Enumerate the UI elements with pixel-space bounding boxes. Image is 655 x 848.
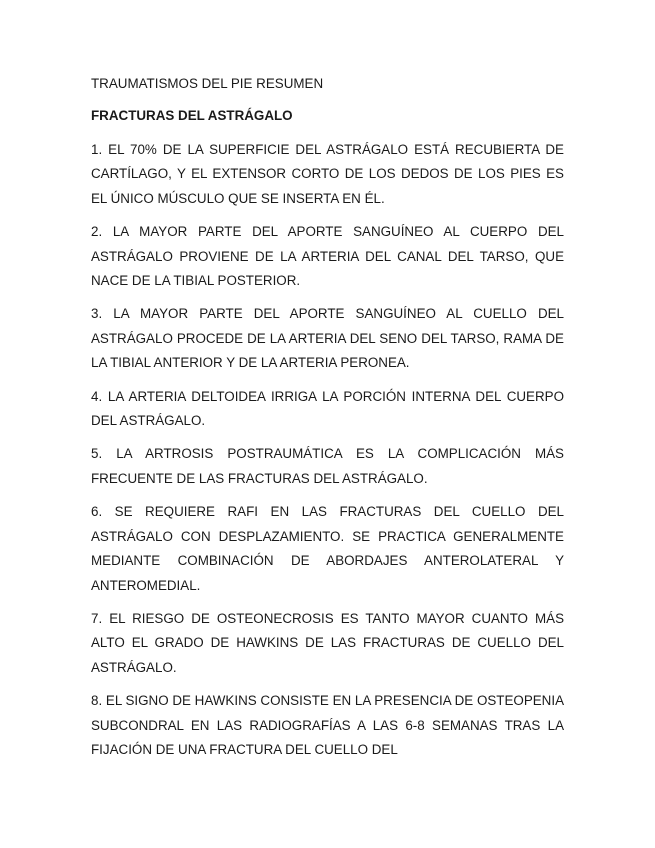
list-item-3: 3. LA MAYOR PARTE DEL APORTE SANGUÍNEO AL CUELLO DEL ASTRÁGALO PROCEDE DE LA ARTERIA DEL SENO DEL TARSO, RAMA DE LA TIBIAL ANTERIOR Y DE LA ARTERIA PERONEA. — [91, 306, 564, 371]
list-item-2: 2. LA MAYOR PARTE DEL APORTE SANGUÍNEO AL CUERPO DEL ASTRÁGALO PROVIENE DE LA ARTERIA DEL CANAL DEL TARSO, QUE NACE DE LA TIBIAL POSTERIOR. — [91, 224, 564, 289]
list-item-1: 1. EL 70% DE LA SUPERFICIE DEL ASTRÁGALO ESTÁ RECUBIERTA DE CARTÍLAGO, Y EL EXTENSOR CORTO DE LOS DEDOS DE LOS PIES ES EL ÚNICO MÚSCULO QUE SE INSERTA EN ÉL. — [91, 142, 564, 206]
section-heading: FRACTURAS DEL ASTRÁGALO — [91, 108, 293, 123]
list-item-4: 4. LA ARTERIA DELTOIDEA IRRIGA LA PORCIÓN INTERNA DEL CUERPO DEL ASTRÁGALO. — [91, 388, 564, 429]
list-item-5: 5. LA ARTROSIS POSTRAUMÁTICA ES LA COMPLICACIÓN MÁS FRECUENTE DE LAS FRACTURAS DEL ASTRÁGALO. — [91, 446, 564, 486]
document-page — [91, 74, 564, 762]
document-title: TRAUMATISMOS DEL PIE RESUMEN — [91, 76, 324, 91]
list-item-8: 8. EL SIGNO DE HAWKINS CONSISTE EN LA PRESENCIA DE OSTEOPENIA SUBCONDRAL EN LAS RADIOGRAFÍAS A LAS 6-8 SEMANAS TRAS LA FIJACIÓN DE UNA FRACTURA DEL CUELLO DEL — [91, 693, 564, 757]
list-item-6: 6. SE REQUIERE RAFI EN LAS FRACTURAS DEL CUELLO DEL ASTRÁGALO CON DESPLAZAMIENTO. SE PRACTICA GENERALMENTE MEDIANTE COMBINACIÓN DE ABORDAJES ANTEROLATERAL Y ANTEROMEDIAL. — [91, 504, 564, 593]
list-item-7: 7. EL RIESGO DE OSTEONECROSIS ES TANTO MAYOR CUANTO MÁS ALTO EL GRADO DE HAWKINS DE LAS FRACTURAS DE CUELLO DEL ASTRÁGALO. — [91, 610, 564, 675]
